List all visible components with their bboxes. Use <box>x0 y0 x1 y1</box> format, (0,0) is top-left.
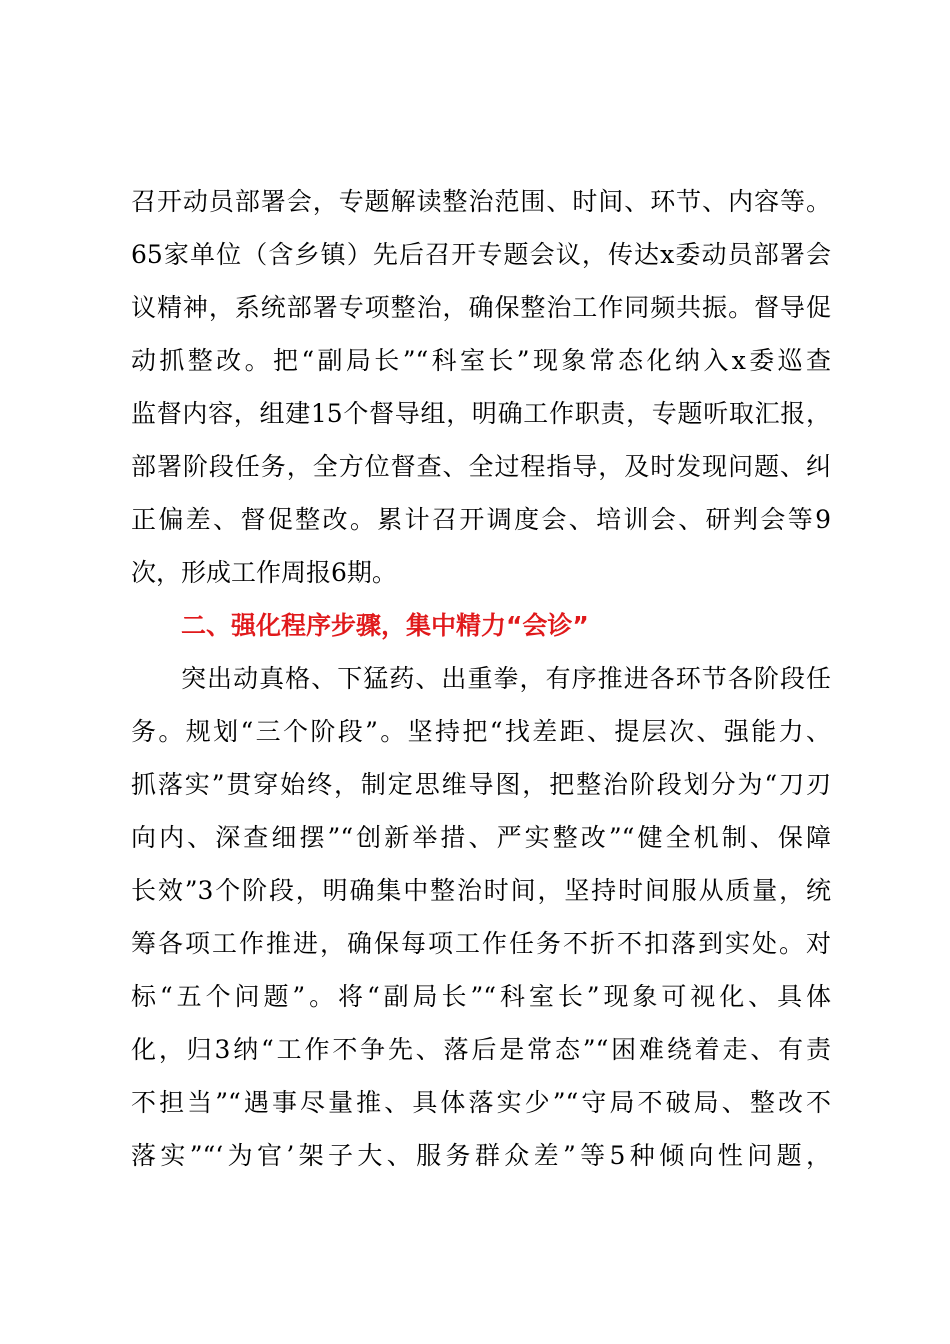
body-line: 正偏差、督促整改。累计召开调度会、培训会、研判会等9 <box>131 505 831 534</box>
body-line: 务。规划“三个阶段”。坚持把“找差距、提层次、强能力、 <box>131 717 831 746</box>
body-line: 65家单位（含乡镇）先后召开专题会议，传达x委动员部署会 <box>131 240 831 269</box>
body-line: 落实”“‘为官’架子大、服务群众差”等5种倾向性问题， <box>131 1141 831 1170</box>
body-line: 动抓整改。把“副局长”“科室长”现象常态化纳入x委巡查 <box>131 346 831 375</box>
body-line: 次，形成工作周报6期。 <box>131 558 397 587</box>
body-line: 抓落实”贯穿始终，制定思维导图，把整治阶段划分为“刀刃 <box>131 770 831 799</box>
body-line: 标“五个问题”。将“副局长”“科室长”现象可视化、具体 <box>131 982 831 1011</box>
body-line: 向内、深查细摆”“创新举措、严实整改”“健全机制、保障 <box>131 823 831 852</box>
body-line: 筹各项工作推进，确保每项工作任务不折不扣落到实处。对 <box>131 929 831 958</box>
body-line: 部署阶段任务，全方位督查、全过程指导，及时发现问题、纠 <box>131 452 831 481</box>
body-line: 监督内容，组建15个督导组，明确工作职责，专题听取汇报， <box>131 399 831 428</box>
body-line: 不担当”“遇事尽量推、具体落实少”“守局不破局、整改不 <box>131 1088 831 1117</box>
body-line: 化，归3纳“工作不争先、落后是常态”“困难绕着走、有责 <box>131 1035 831 1064</box>
section-heading: 二、强化程序步骤，集中精力“会诊” <box>181 611 589 640</box>
body-line: 议精神，系统部署专项整治，确保整治工作同频共振。督导促 <box>131 293 831 322</box>
body-line: 召开动员部署会，专题解读整治范围、时间、环节、内容等。 <box>131 187 831 216</box>
body-line: 长效”3个阶段，明确集中整治时间，坚持时间服从质量，统 <box>131 876 831 905</box>
body-line: 突出动真格、下猛药、出重拳，有序推进各环节各阶段任 <box>181 664 831 693</box>
